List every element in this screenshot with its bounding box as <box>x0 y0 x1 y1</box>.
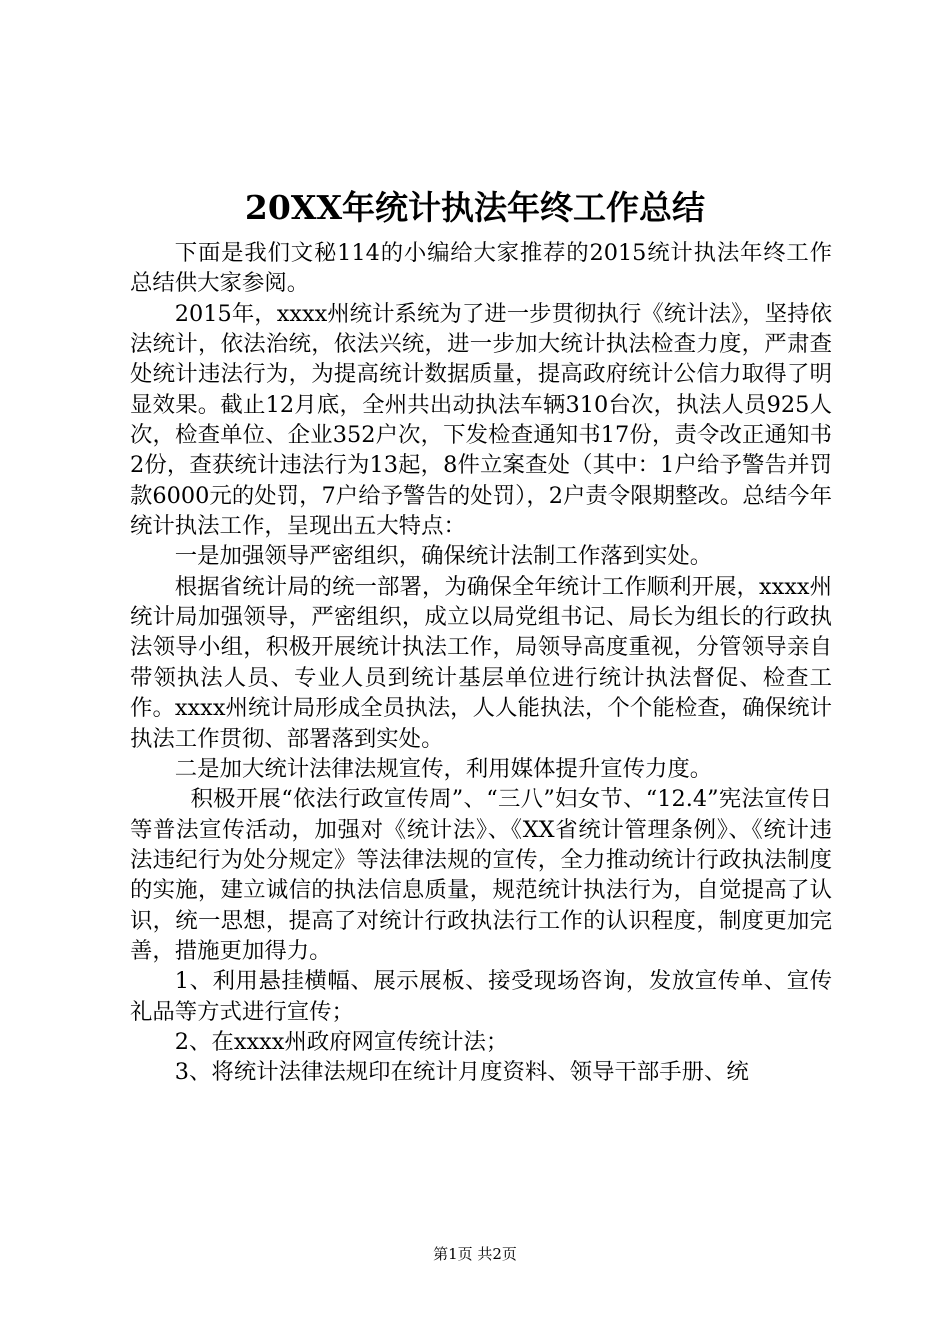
page-number-footer: 第1页 共2页 <box>433 1245 517 1263</box>
paragraph-leadership: 根据省统计局的统一部署，为确保全年统计工作顺利开展，xxxx州统计局加强领导，严密组织，成立以局党组书记、局长为组长的行政执法领导小组，积极开展统计执法工作，局领导高度重视，分管领导亲自带领执法人员、专业人员到统计基层单位进行统计执法督促、检查工作。xxxx州统计局形成全员执法，人人能执法，个个能检查，确保统计执法工作贯彻、部署落到实处。 <box>130 573 832 752</box>
list-item-1: 1、利用悬挂横幅、展示展板、接受现场咨询，发放宣传单、宣传礼品等方式进行宣传； <box>130 968 832 1025</box>
document-body <box>130 238 832 1088</box>
document-title: 20XX年统计执法年终工作总结 <box>244 188 706 227</box>
paragraph-heading-one: 一是加强领导严密组织，确保统计法制工作落到实处。 <box>174 543 713 570</box>
paragraph-intro: 下面是我们文秘114的小编给大家推荐的2015统计执法年终工作总结供大家参阅。 <box>130 240 832 297</box>
list-item-2: 2、在xxxx州政府网宣传统计法； <box>174 1028 509 1055</box>
list-item-3: 3、将统计法律法规印在统计月度资料、领导干部手册、统 <box>174 1059 749 1086</box>
paragraph-publicity: 积极开展“依法行政宣传周”、“三八”妇女节、“12.4”宪法宣传日等普法宣传活动，加强对《统计法》、《XX省统计管理条例》、《统计违法违纪行为处分规定》等法律法规的宣传，全力推动统计行政执法制度的实施，建立诚信的执法信息质量，规范统计执法行为，自觉提高了认识，统一思想，提高了对统计行政执法行工作的认识程度，制度更加完善，措施更加得力。 <box>130 786 832 964</box>
paragraph-heading-two: 二是加大统计法律法规宣传，利用媒体提升宣传力度。 <box>174 755 713 782</box>
paragraph-summary: 2015年，xxxx州统计系统为了进一步贯彻执行《统计法》，坚持依法统计，依法治统，依法兴统，进一步加大统计执法检查力度，严肃查处统计违法行为，为提高统计数据质量，提高政府统计公信力取得了明显效果。截止12月底，全州共出动执法车辆310台次，执法人员925人次，检查单位、企业352户次，下发检查通知书17份，责令改正通知书2份，查获统计违法行为13起，8件立案查处（其中：1户给予警告并罚款6000元的处罚，7户给予警告的处罚），2户责令限期整改。总结今年统计执法工作，呈现出五大特点： <box>130 300 832 540</box>
